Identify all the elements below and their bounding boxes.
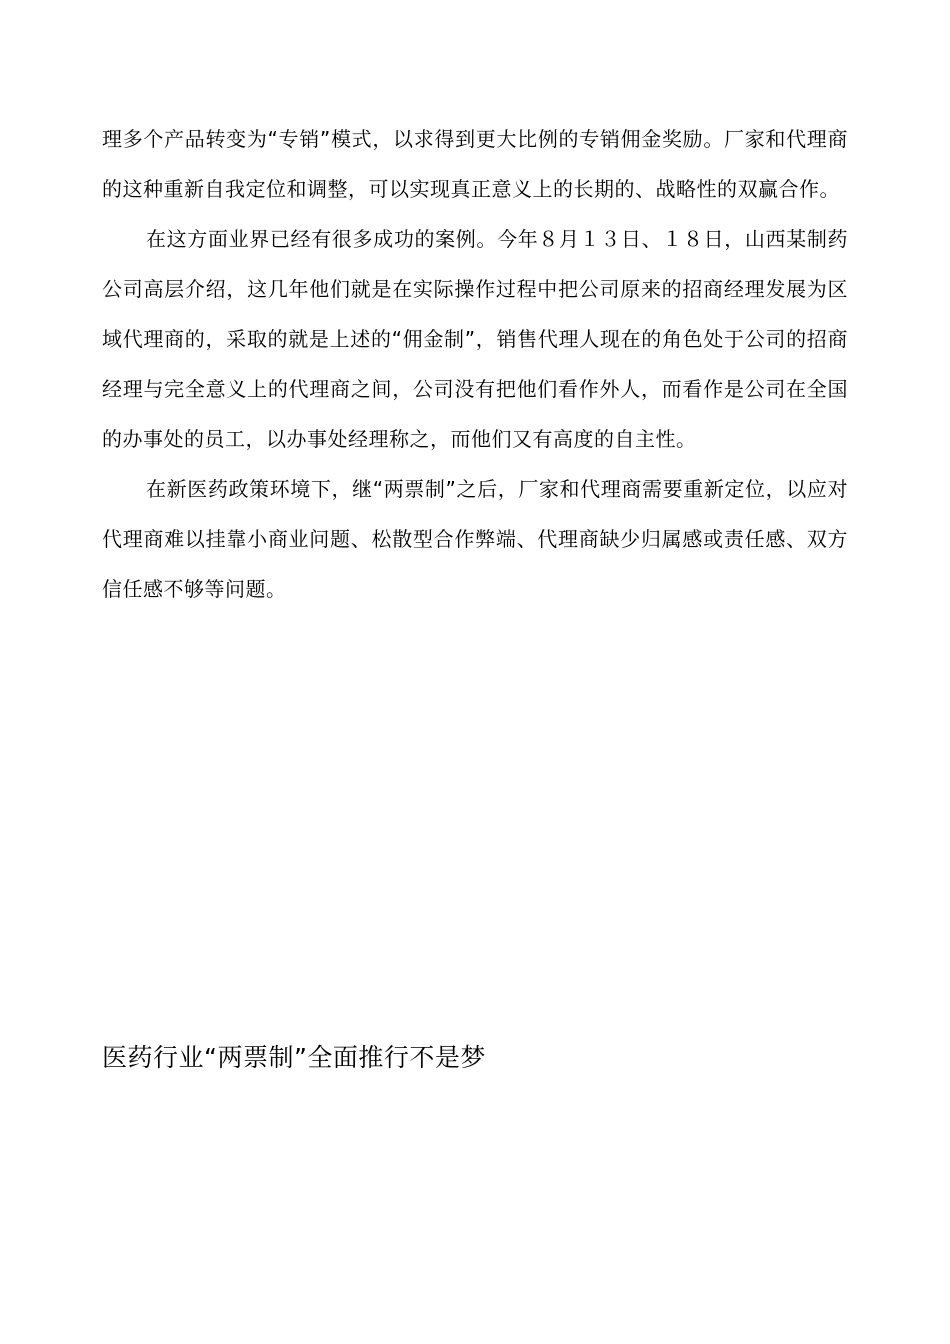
paragraph-1: 理多个产品转变为“专销”模式，以求得到更大比例的专销佣金奖励。厂家和代理商的这种重新自我定位和调整，可以实现真正意义上的长期的、战略性的双赢合作。 — [102, 127, 848, 201]
article-body — [102, 114, 848, 614]
paragraph-2: 在这方面业界已经有很多成功的案例。今年８月１３日、１８日，山西某制药公司高层介绍，这几年他们就是在实际操作过程中把公司原来的招商经理发展为区域代理商的，采取的就是上述的“佣金制”，销售代理人现在的角色处于公司的招商经理与完全意义上的代理商之间，公司没有把他们看作外人，而看作是公司在全国的办事处的员工，以办事处经理称之，而他们又有高度的自主性。 — [102, 227, 848, 451]
paragraph-3: 在新医药政策环境下，继“两票制”之后，厂家和代理商需要重新定位，以应对代理商难以挂靠小商业问题、松散型合作弊端、代理商缺少归属感或责任感、双方信任感不够等问题。 — [102, 477, 848, 601]
section-heading: 医药行业“两票制”全面推行不是梦 — [102, 1043, 486, 1072]
